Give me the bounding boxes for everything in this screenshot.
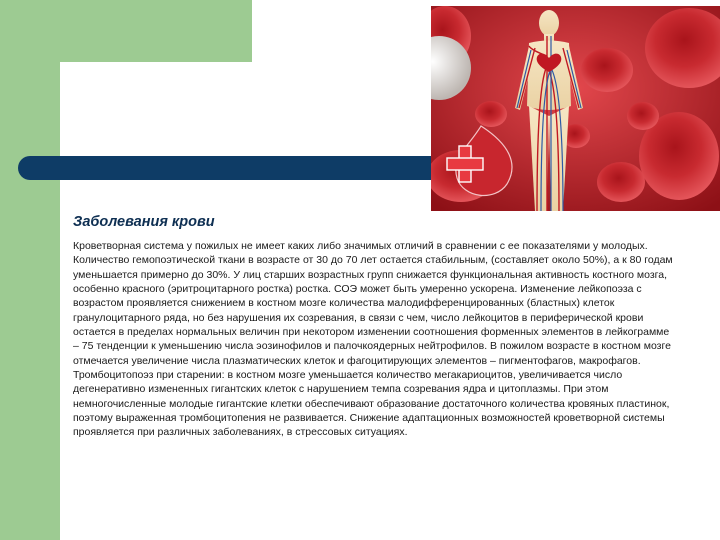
slide-title: Заболевания крови bbox=[73, 214, 215, 230]
navy-accent-band bbox=[18, 156, 448, 180]
slide-body-text: Кроветворная система у пожилых не имеет каких либо значимых отличий в сравнении с ее показателями у молодых. Количество гемопоэтической ткани в возрасте от 30 до 70 лет остается стабильным, (составляет около 50%), а к 80 годам уменьшается примерно до 30%. У лиц старших возрастных групп снижается функциональная активность костного мозга, особенно красного (эритроцитарного ростка) ростка. СОЭ может быть умеренно ускорена. Изменение лейкопоэза с возрастом проявляется снижением в костном мозге количества малодифференцированных (бластных) клеток гранулоцитарного ряда, но без нарушения их созревания, в связи с чем, число лейкоцитов в периферической крови остается в пределах нормальных величин при некотором изменении соотношения форменных элементов в лейкограмме – 75 тенденции к уменьшению числа эозинофилов и палочкоядерных нейтрофилов. В пожилом возрасте в костном мозге отмечается увеличение числа плазматических клеток и фагоцитирующих элементов – пигментофагов, макрофагов. Тромбоцитопоэз при старении: в костном мозге уменьшается количество мегакариоцитов, увеличивается число дегенеративно измененных гигантских клеток с нарушением темпа созревания ядра и цитоплазмы. При этом немногочисленные молодые гигантские клетки обеспечивают образование достаточного количества кровяных пластинок, поэтому выраженная тромбоцитопения не развивается. Снижение адаптационных возможностей кроветворной системы проявляется при различных заболеваниях, в стрессовых ситуациях. bbox=[73, 240, 673, 439]
rounded-content-corner bbox=[60, 62, 120, 122]
left-green-bar bbox=[0, 0, 60, 540]
blood-system-illustration bbox=[431, 6, 720, 211]
top-green-block bbox=[0, 0, 252, 62]
